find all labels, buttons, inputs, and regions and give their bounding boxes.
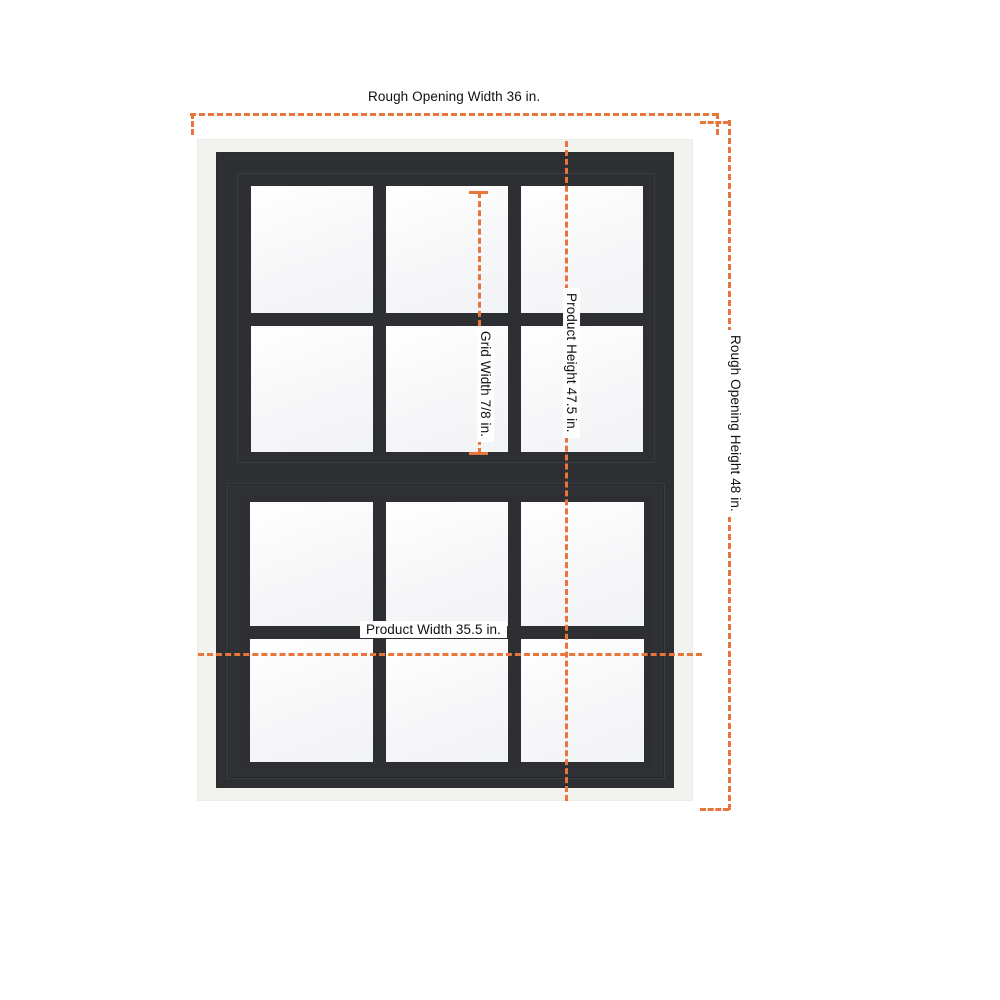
glass-pane — [386, 186, 508, 313]
glass-pane — [386, 639, 509, 763]
grid-width-label: Grid Width 7/8 in. — [477, 326, 494, 442]
grid-width-tick-top — [469, 191, 488, 194]
rough-opening-width-line — [190, 113, 718, 116]
top-sash — [237, 173, 655, 463]
glass-pane — [251, 186, 373, 313]
rough-opening-height-tick-top — [700, 121, 729, 124]
product-width-line — [198, 653, 702, 656]
rough-opening-height-tick-bottom — [700, 808, 729, 811]
glass-pane — [386, 502, 509, 626]
window-surround — [198, 140, 692, 800]
rough-opening-width-tick-left — [191, 113, 194, 135]
window-frame — [216, 152, 674, 788]
glass-pane — [251, 326, 373, 453]
grid-width-tick-bottom — [469, 452, 488, 455]
product-height-line — [565, 141, 568, 801]
product-height-label: Product Height 47.5 in. — [563, 288, 580, 438]
glass-pane — [521, 186, 643, 313]
rough-opening-width-label: Rough Opening Width 36 in. — [362, 88, 546, 105]
glass-pane — [521, 639, 644, 763]
glass-pane — [521, 326, 643, 453]
glass-pane — [250, 502, 373, 626]
top-sash-grid — [251, 186, 643, 452]
glass-pane — [521, 502, 644, 626]
product-width-label: Product Width 35.5 in. — [360, 621, 507, 638]
glass-pane — [250, 639, 373, 763]
rough-opening-height-label: Rough Opening Height 48 in. — [727, 330, 744, 517]
rough-opening-width-tick-right — [716, 113, 719, 135]
